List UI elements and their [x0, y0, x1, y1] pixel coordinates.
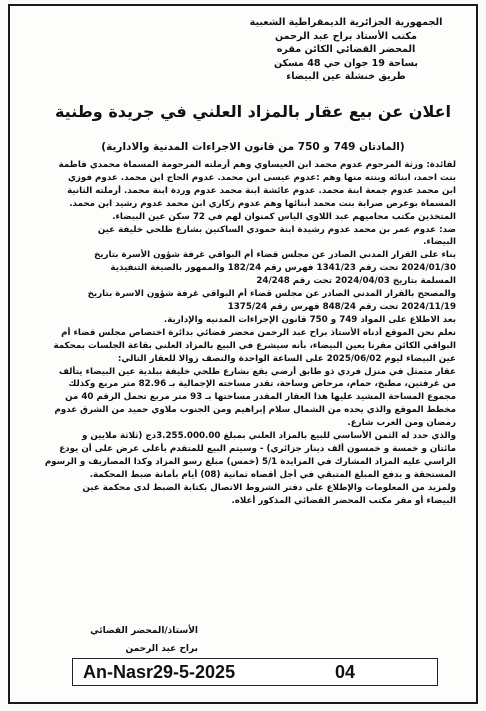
notice-title: اعلان عن بيع عقار بالمزاد العلني في جريدة وطنية [54, 102, 452, 121]
body-line: والمصحح بالقرار المدني الصادر عن مجلس قضاء أم البواقي غرفة شؤون الاسرة بتاريخ [87, 289, 456, 300]
body-line: المسماة بوعرص صرابة بنت محمد أبنائها وهم عدوم زكاري ابن محمد عدوم رشيد ابن محمد. [69, 198, 456, 209]
notice-frame [8, 4, 478, 704]
body-line: ولمزيد من المعلومات والإطلاع على دفتر الشروط الاتصال بكتابة الضبط لدى محكمة عين [82, 482, 456, 493]
header-line: الجمهورية الجزائرية الديمقراطية الشعبية [249, 17, 443, 28]
body-line: مائتان و خمسة و خمسون ألف دينار جزائري) - وسيتم البيع للمتقدم بأعلى عرض على أن يودع [59, 443, 456, 454]
notice-body [4, 159, 456, 507]
body-line: المتخذين مكتب محاميهم عبد اللاوي الياس كمنوان لهم في 72 سكن عين البيضاء. [112, 211, 456, 222]
header-line: طريق خنشلة عين البيضاء [286, 71, 406, 83]
signature-block [38, 622, 198, 658]
body-line: البيضاء. [423, 237, 456, 248]
body-line: لفائدة: ورثة المرحوم عدوم محمد ابن العيساوي وهم أرملته المرحومة المسماة محمدي فاطمة [58, 160, 456, 170]
header-line: المحضر القضائي الكائن مقره [276, 44, 416, 56]
notice-subtitle: (المادتان 749 و 750 من قانون الاجراءات المدنية والادارية) [101, 141, 405, 153]
body-line: بعد الاطلاع على المواد 749 و 750 قانون الإجراءات المدنيه والإدارية. [163, 314, 456, 325]
body-line: مجموع المساحة المشيد عليها هذا العقار المقدر مساحتها بـ 93 متر مربع تحمل الرقم 40 من [65, 392, 456, 403]
office-header [246, 16, 446, 84]
signature-name: براح عبد الرحمن [125, 644, 198, 654]
body-line: البيضاء أو مقر مكتب المحضر القضائي المذكور أعلاه. [231, 495, 456, 506]
body-line: والذي حدد له الثمن الأساسي للبيع بالمزاد العلني بمبلغ 3.255.000.00دج (ثلاثة ملايين و [81, 431, 456, 442]
body-line: الراسي عليه المزاد المشارك في المزايدة 5/1 (خمس) مبلغ رسو المزاد وكذا المصاريف و الرسوم [44, 456, 456, 467]
body-line: بناء على القرار المدني الصادر عن مجلس قضاء أم البواقي غرفة شؤون الأسرة بتاريخ [93, 250, 456, 261]
body-line: البواقي الكائن مقرنا بعين البيضاء، بأنه سيشرع في البيع بالمزاد العلني بقاعة الجلسات بمحكمة [53, 340, 456, 351]
body-line: 2024/01/30 تحت رقم 1341/23 فهرس رقم 182/24 والممهور بالصيغة التنفيذية [110, 263, 456, 274]
body-line: نعلم نحن الموقع أدناه الأستاذ براح عبد الرحمن محضر قضائي بدائرة اختصاص مجلس قضاء أم [61, 327, 456, 338]
publication-date: An-Nasr29-5-2025 [83, 662, 236, 682]
signature-role: الأستاذ/المحضر القضائي [90, 626, 198, 636]
body-line: رمضان ومن الغرب شارع. [347, 418, 456, 429]
body-line: بنت احمد، ابنائه وبنته منها وهم :عدوم عيسى ابن محمد. عدوم الحاج ابن محمد. عدوم فوزي [67, 172, 456, 183]
page-number: 04 [334, 662, 355, 682]
body-line: المسلمة بتاريخ 2024/04/03 تحت رقم 24/248 [256, 276, 456, 287]
header-line: مكتب الأستاذ براح عبد الرحمن [275, 30, 417, 42]
body-line: المستحقة و بدفع المبلغ المتبقي في أجل أقصاه ثمانية (08) أيام بأمانة ضبط المحكمة. [89, 469, 456, 480]
body-line: 2024/11/19 تحت رقم 848/24 فهرس رقم 1375/24 [227, 301, 456, 312]
body-line: عقار متمثل في منزل فردي ذو طابق أرضي يقع بشارع طلحي خليفة ببلدية عين البيضاء يتألف [58, 366, 456, 377]
footer-bar [72, 658, 438, 686]
body-line: عين البيضاء ليوم 2025/06/02 على الساعة الواحدة والنصف زوالا للعقار التالي: [117, 353, 456, 364]
body-line: ابن محمد عدوم جمعة ابنة محمد. عدوم عائشة ابنة محمد عدوم وردة ابنة محمد. أرملته الثانية [67, 185, 456, 196]
body-line: مخطط الموقع والذي يحده من الشمال سلام إبراهيم ومن الجنوب ملاوي حميد من الشرق عدوم [54, 405, 456, 416]
body-line: من غرفتين، مطبخ، حمام، مرحاض وساحة، تقدر مساحته الإجمالية بـ 82.96 متر مربع وكذلك [68, 379, 456, 390]
header-line: بساحة 19 جوان حي 48 مسكن [273, 57, 419, 69]
body-line: ضد: عدوم عمر بن محمد عدوم رشيدة ابنة حمودي الساكنين بشارع طلحي خليفة عين [97, 224, 456, 235]
